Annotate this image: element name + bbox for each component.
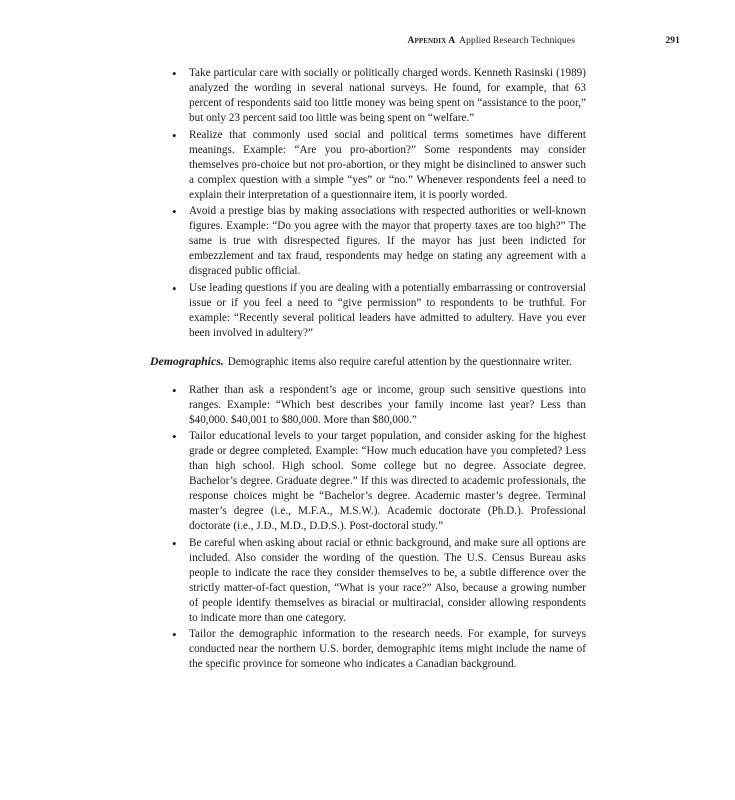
list-item: • Use leading questions if you are dealing with a potentially embarrassing or controversial issue or if you feel a need to “give permission” to respondents to be truthful. For example: “Recently several political leaders have admitted to adultery. Have you ever been involved in adultery?” (150, 281, 586, 341)
body-text (150, 66, 586, 674)
list-item: • Take particular care with socially or politically charged words. Kenneth Rasinski (1989) analyzed the wording in several national surveys. He found, for example, that 63 percent of respondents said too little money was being spent on “assistance to the poor,” but only 23 percent said too little was being spent on “welfare.” (150, 66, 586, 126)
running-head-title-group (407, 36, 575, 46)
section-intro: Demographic items also require careful attention by the questionnaire writer. (227, 355, 572, 368)
bullet-list-demographics (150, 383, 586, 673)
appendix-title: Applied Research Techniques (459, 36, 575, 46)
list-item: • Avoid a prestige bias by making associations with respected authorities or well-known figures. Example: “Do you agree with the mayor that property taxes are too high?” The same is true with disrespected figures. If the mayor has just been indicted for embezzlement and tax fraud, respondents may hedge on stating any agreement with a disgraced public official. (150, 204, 586, 279)
section-heading: Demographics. (150, 353, 224, 368)
list-item: • Tailor educational levels to your target population, and consider asking for the highest grade or degree completed. Example: “How much education have you completed? Less than high school. High school. Some college but no degree. Associate degree. Bachelor’s degree. Graduate degree.” If this was directed to academic professionals, the response choices might be “Bachelor’s degree. Academic master’s degree. Terminal master’s degree (i.e., M.F.A., M.S.W.). Academic doctorate (Ph.D.). Professional doctorate (i.e., J.D., M.D., D.D.S.). Post-doctoral study.” (150, 429, 586, 534)
page-number: 291 (665, 36, 680, 46)
bullet-list-wording (150, 66, 586, 341)
list-item: • Tailor the demographic information to the research needs. For example, for surveys conducted near the northern U.S. border, demographic items might include the name of the specific province for someone who indicates a Canadian background. (150, 627, 586, 672)
list-item: • Be careful when asking about racial or ethnic background, and make sure all options are included. Also consider the wording of the question. The U.S. Census Bureau asks people to indicate the race they consider themselves to be, a subtle difference over the strictly matter-of-fact question, “What is your race?” Also, because a growing number of people identify themselves as biracial or multiracial, consider allowing respondents to indicate more than one category. (150, 536, 586, 626)
demographics-paragraph (150, 354, 586, 370)
list-item: • Rather than ask a respondent’s age or income, group such sensitive questions into ranges. Example: “Which best describes your family income last year? Less than $40,000. $40,001 to $80,000. More than $80,000.” (150, 383, 586, 428)
appendix-label: Appendix A (407, 36, 456, 46)
list-item: • Realize that commonly used social and political terms sometimes have different meanings. Example: “Are you pro-abortion?” Some respondents may consider themselves pro-choice but not pro-abortion, or they might be disinclined to answer such a complex question with a simple “yes” or “no.” Whenever respondents feel a need to explain their interpretation of a questionnaire item, it is poorly worded. (150, 128, 586, 203)
